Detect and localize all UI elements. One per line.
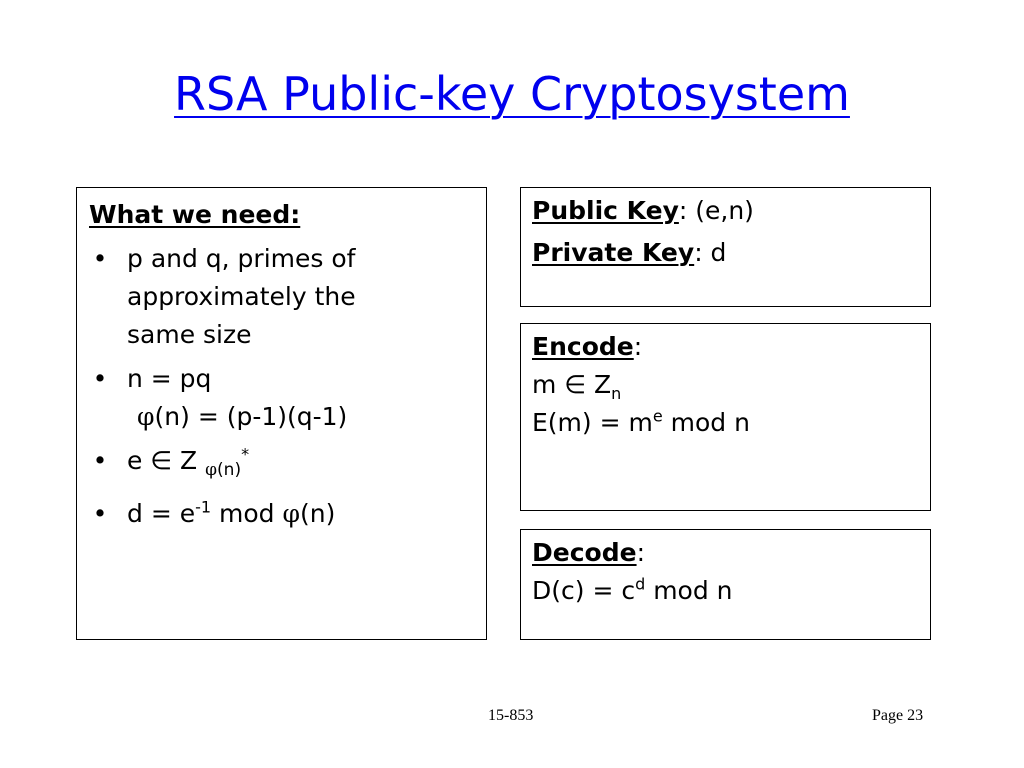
phi-symbol: φ — [282, 499, 300, 528]
z-subscript — [205, 460, 241, 480]
list-item — [89, 240, 474, 354]
subscript-n: (n) — [217, 460, 242, 480]
decode-box — [520, 529, 931, 640]
footer-page-number: Page 23 — [872, 707, 924, 724]
phi-definition — [127, 398, 474, 436]
primes-line-2: approximately the — [127, 282, 356, 311]
z-subscript: n — [611, 384, 622, 403]
star-superscript: * — [241, 444, 250, 464]
primes-line-1: p and q, primes of — [127, 244, 356, 273]
bullet-icon: • — [92, 499, 108, 528]
slide-title — [0, 66, 1024, 122]
encode-heading — [532, 328, 919, 366]
decode-label: Decode — [532, 538, 637, 567]
primes-line-3: same size — [127, 320, 252, 349]
decode-formula-prefix: D(c) = c — [532, 576, 636, 605]
list-item — [89, 442, 474, 489]
requirements-box — [76, 187, 487, 640]
private-key-line — [532, 234, 919, 272]
mod-text: mod — [211, 499, 283, 528]
m-var: m — [532, 370, 565, 399]
e-definition — [127, 442, 474, 489]
encode-box — [520, 323, 931, 511]
decode-heading — [532, 534, 919, 572]
d-prefix: d = e — [127, 499, 196, 528]
requirements-heading: What we need: — [89, 200, 301, 229]
decode-formula — [532, 572, 919, 610]
encode-colon: : — [633, 332, 643, 361]
n-definition: n = pq — [127, 364, 212, 393]
d-superscript: d — [635, 574, 646, 594]
inverse-superscript: -1 — [195, 497, 212, 517]
element-of-symbol: ∈ — [150, 446, 173, 475]
bullet-icon: • — [92, 446, 108, 475]
keys-box — [520, 187, 931, 307]
list-item — [89, 495, 474, 533]
decode-colon: : — [636, 538, 645, 567]
z-var: Z — [586, 370, 612, 399]
encode-formula-prefix: E(m) = m — [532, 408, 653, 437]
d-suffix: (n) — [299, 499, 336, 528]
encode-label: Encode — [532, 332, 634, 361]
phi-symbol: φ — [137, 402, 155, 431]
e-superscript: e — [652, 406, 663, 426]
z-var: Z — [172, 446, 206, 475]
private-key-label: Private Key — [532, 238, 695, 267]
bullet-icon: • — [92, 364, 108, 393]
message-domain — [532, 366, 919, 404]
encode-formula — [532, 404, 919, 442]
bullet-icon: • — [92, 244, 108, 273]
phi-symbol: φ — [205, 460, 218, 480]
decode-formula-suffix: mod n — [645, 576, 733, 605]
phi-formula: (n) = (p-1)(q-1) — [154, 402, 348, 431]
public-key-label: Public Key — [532, 196, 679, 225]
footer-course-number: 15-853 — [488, 707, 534, 724]
public-key-line — [532, 192, 919, 230]
public-key-value: : (e,n) — [678, 196, 754, 225]
list-item — [89, 360, 474, 436]
e-var: e — [127, 446, 151, 475]
slide-title-text: RSA Public-key Cryptosystem — [174, 67, 850, 121]
d-definition — [127, 495, 474, 533]
private-key-value: : d — [694, 238, 727, 267]
element-of-symbol: ∈ — [564, 370, 587, 399]
requirements-list — [89, 240, 474, 533]
encode-formula-suffix: mod n — [662, 408, 750, 437]
